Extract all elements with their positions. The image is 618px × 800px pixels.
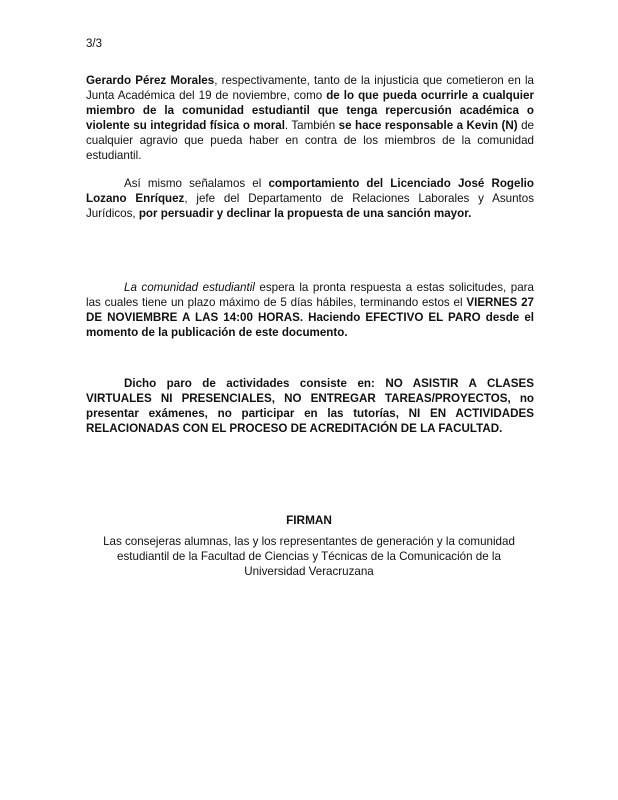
page-number: 3/3: [86, 38, 102, 50]
paragraph-text: Así mismo señalamos el: [124, 177, 269, 190]
emphasis-text: por persuadir y declinar la propuesta de una sanción mayor.: [138, 207, 472, 220]
emphasis-text: VIERNES 27 DE NOVIEMBRE A LAS 14:00 HORAS. Haciendo EFECTIVO EL PARO desde el momento de la publicación de este documento.: [86, 296, 534, 339]
signers-block: [86, 534, 532, 579]
paragraph-text: . También: [284, 119, 339, 132]
paragraph-behavior: [86, 176, 534, 221]
paragraph-text: , jefe del Departamento de Relaciones Laborales y Asuntos Jurídicos,: [86, 192, 534, 220]
signers-line: Universidad Veracruzana: [244, 565, 374, 578]
italic-text: La comunidad estudiantil: [124, 281, 255, 294]
signers-line: estudiantil de la Facultad de Ciencias y Técnicas de la Comunicación de la: [117, 550, 501, 563]
signers-line: Las consejeras alumnas, las y los representantes de generación y la comunidad: [103, 535, 515, 548]
paragraph-deadline: [86, 280, 534, 340]
emphasis-text: comportamiento del Licenciado José Rogelio Lozano Enríquez: [86, 177, 534, 205]
signature-heading: FIRMAN: [286, 513, 332, 527]
emphasis-text: Dicho paro de actividades consiste en: NO ASISTIR A CLASES VIRTUALES NI PRESENCIALES, NO ENTREGAR TAREAS/PROYECTOS, no presentar exámenes, no participar en las tutorías, NI EN ACTIVIDADES RELACIONADAS CON EL PROCESO DE ACREDITACIÓN DE LA FACULTAD.: [86, 377, 534, 435]
paragraph-responsibility: [86, 73, 534, 163]
paragraph-text: , respectivamente, tanto de la injusticia que cometieron en la Junta Académica del 19 de noviembre, como: [86, 74, 534, 102]
paragraph-text: espera la pronta respuesta a estas solicitudes, para las cuales tiene un plazo máximo de 5 días hábiles, terminando estos el: [86, 281, 534, 309]
paragraph-strike-terms: [86, 376, 534, 436]
paragraph-text: de cualquier agravio que pueda haber en contra de los miembros de la comunidad estudiantil.: [86, 119, 534, 162]
emphasis-text: se hace responsable a Kevin (N): [338, 119, 518, 132]
name-gerardo: Gerardo Pérez Morales: [86, 74, 215, 87]
emphasis-text: de lo que pueda ocurrirle a cualquier miembro de la comunidad estudiantil que tenga repercusión académica o violente su integridad física o moral: [86, 89, 534, 132]
